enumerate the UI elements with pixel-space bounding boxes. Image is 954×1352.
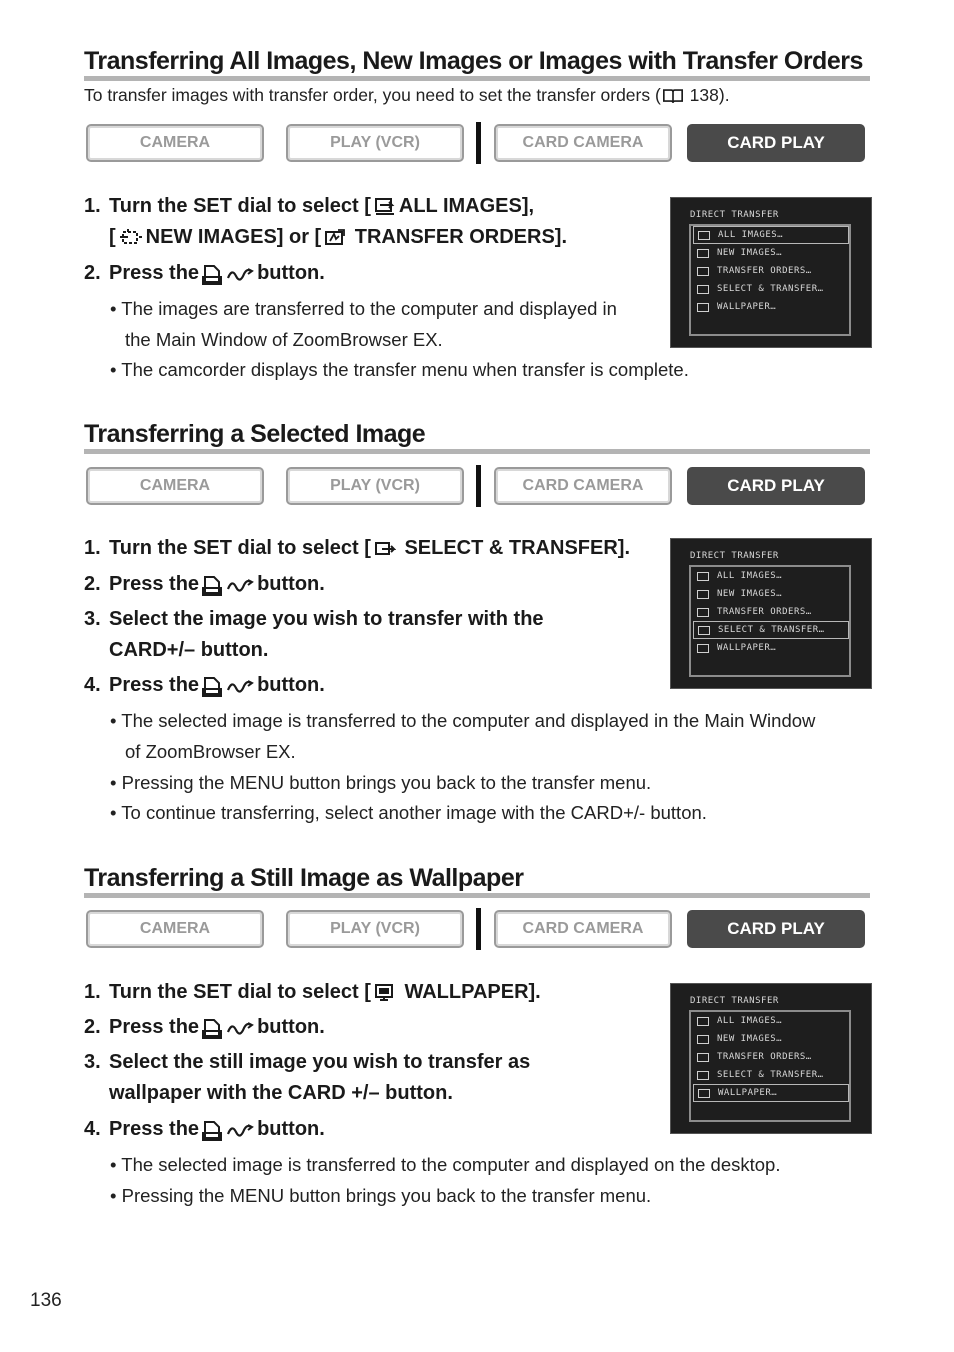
all-images-icon (374, 197, 396, 217)
mode-card-play: CARD PLAY (687, 910, 865, 948)
screen-menu-item: NEW IMAGES… (693, 244, 849, 262)
screen-menu-item: SELECT & TRANSFER… (693, 1066, 849, 1084)
bullet-text: the Main Window of ZoomBrowser EX. (125, 329, 443, 350)
mode-card-camera: CARD CAMERA (494, 910, 672, 948)
s2-step-2 (84, 569, 325, 600)
bullet-text: of ZoomBrowser EX. (125, 741, 296, 762)
print-share-icon (202, 574, 254, 596)
step-text: CARD+/– button. (109, 639, 269, 661)
s3-step-4 (84, 1114, 325, 1145)
screen-menu-item: ALL IMAGES… (693, 226, 849, 244)
book-icon (662, 88, 684, 105)
step-text: ALL IMAGES], (398, 195, 535, 217)
mode-card-play: CARD PLAY (687, 467, 865, 505)
step-text: Press the (109, 1016, 200, 1038)
section-title-wallpaper: Transferring a Still Image as Wallpaper (84, 863, 870, 898)
s1-step-1 (84, 191, 567, 253)
mode-camera: CAMERA (86, 124, 264, 162)
menu-item-icon (698, 231, 710, 240)
screen-header: DIRECT TRANSFER (690, 210, 779, 220)
screen-menu-item: ALL IMAGES… (693, 1012, 849, 1030)
s3-step-1 (84, 977, 541, 1008)
step-number: 4. (84, 1118, 101, 1140)
section-title-selected-image: Transferring a Selected Image (84, 419, 870, 454)
menu-item-icon (697, 1071, 709, 1080)
step-number: 4. (84, 674, 101, 696)
menu-item-icon (697, 1053, 709, 1062)
lcd-screen-wallpaper (670, 983, 872, 1134)
mode-card-play: CARD PLAY (687, 124, 865, 162)
menu-item-icon (697, 572, 709, 581)
menu-item-icon (697, 1017, 709, 1026)
s1-bullet-2: • The camcorder displays the transfer menu when transfer is complete. (110, 359, 689, 380)
s2-step-3 (84, 604, 544, 666)
step-text: wallpaper with the CARD +/– button. (109, 1082, 453, 1104)
menu-item-icon (697, 285, 709, 294)
mode-divider (476, 465, 481, 507)
lcd-screen-all-images (670, 197, 872, 348)
mode-card-camera: CARD CAMERA (494, 467, 672, 505)
s3-step-2 (84, 1012, 325, 1043)
transfer-orders-icon (324, 228, 346, 248)
step-text: Turn the SET dial to select [ (109, 981, 371, 1003)
s2-bullet-2: • Pressing the MENU button brings you back to the transfer menu. (110, 772, 652, 793)
step-number: 2. (84, 573, 101, 595)
screen-menu-item: TRANSFER ORDERS… (693, 262, 849, 280)
mode-play-vcr: PLAY (VCR) (286, 910, 464, 948)
step-number: 2. (84, 1016, 101, 1038)
menu-item-icon (697, 1035, 709, 1044)
screen-menu-item: NEW IMAGES… (693, 585, 849, 603)
page-number: 136 (30, 1290, 62, 1311)
print-share-icon (202, 1119, 254, 1141)
mode-divider (476, 122, 481, 164)
mode-camera: CAMERA (86, 910, 264, 948)
screen-menu-item: NEW IMAGES… (693, 1030, 849, 1048)
step-text: Select the still image you wish to transfer as (109, 1051, 531, 1073)
s1-bullet-1 (110, 293, 617, 355)
step-text: button. (257, 1118, 325, 1140)
step-text: Press the (109, 573, 200, 595)
s2-bullet-1 (110, 705, 815, 767)
menu-item-icon (697, 267, 709, 276)
screen-menu (689, 1010, 851, 1122)
step-text: Press the (109, 1118, 200, 1140)
mode-card-camera: CARD CAMERA (494, 124, 672, 162)
menu-item-icon (697, 608, 709, 617)
step-text: Select the image you wish to transfer with the (109, 608, 544, 630)
section-title-transfer-all: Transferring All Images, New Images or Images with Transfer Orders (84, 46, 870, 81)
menu-item-icon (698, 626, 710, 635)
s1-step-2 (84, 258, 325, 289)
step-text: button. (257, 573, 325, 595)
mode-divider (476, 908, 481, 950)
step-text: Turn the SET dial to select [ (109, 537, 371, 559)
screen-menu-item: SELECT & TRANSFER… (693, 280, 849, 298)
step-text: WALLPAPER]. (398, 981, 541, 1003)
screen-menu-item: WALLPAPER… (693, 639, 849, 657)
step-text: SELECT & TRANSFER]. (398, 537, 631, 559)
screen-header: DIRECT TRANSFER (690, 996, 779, 1006)
mode-play-vcr: PLAY (VCR) (286, 467, 464, 505)
screen-menu-item: TRANSFER ORDERS… (693, 603, 849, 621)
step-text: button. (257, 674, 325, 696)
step-text: [ (109, 226, 116, 248)
wallpaper-icon (374, 983, 396, 1003)
menu-item-icon (697, 303, 709, 312)
new-images-icon (119, 228, 143, 248)
step-text: Turn the SET dial to select [ (109, 195, 371, 217)
print-share-icon (202, 263, 254, 285)
step-number: 2. (84, 262, 101, 284)
mode-play-vcr: PLAY (VCR) (286, 124, 464, 162)
screen-menu-item: ALL IMAGES… (693, 567, 849, 585)
screen-menu (689, 565, 851, 677)
lcd-screen-select-transfer (670, 538, 872, 689)
menu-item-icon (698, 1089, 710, 1098)
step-number: 3. (84, 608, 101, 630)
select-transfer-icon (374, 539, 396, 559)
s2-step-4 (84, 670, 325, 701)
step-number: 1. (84, 537, 101, 559)
step-text: TRANSFER ORDERS]. (349, 226, 568, 248)
menu-item-icon (697, 249, 709, 258)
s2-bullet-3: • To continue transferring, select another image with the CARD+/- button. (110, 802, 707, 823)
mode-camera: CAMERA (86, 467, 264, 505)
screen-header: DIRECT TRANSFER (690, 551, 779, 561)
s3-bullet-1: • The selected image is transferred to the computer and displayed on the desktop. (110, 1154, 781, 1175)
step-text: button. (257, 262, 325, 284)
step-text: NEW IMAGES] or [ (145, 226, 322, 248)
s3-bullet-2: • Pressing the MENU button brings you back to the transfer menu. (110, 1185, 652, 1206)
print-share-icon (202, 675, 254, 697)
step-text: Press the (109, 674, 200, 696)
mode-indicator (86, 465, 866, 507)
menu-item-icon (697, 590, 709, 599)
screen-menu-item: WALLPAPER… (693, 1084, 849, 1102)
mode-indicator (86, 122, 866, 164)
mode-indicator (86, 908, 866, 950)
intro-text (84, 85, 730, 106)
s2-step-1 (84, 533, 630, 564)
step-number: 1. (84, 981, 101, 1003)
step-number: 1. (84, 195, 101, 217)
bullet-text: • The images are transferred to the computer and displayed in (110, 298, 617, 319)
screen-menu-item: SELECT & TRANSFER… (693, 621, 849, 639)
intro-text-a: To transfer images with transfer order, you need to set the transfer orders ( (84, 85, 661, 105)
intro-text-b: 138). (684, 85, 730, 105)
screen-menu-item: TRANSFER ORDERS… (693, 1048, 849, 1066)
print-share-icon (202, 1017, 254, 1039)
s3-step-3 (84, 1047, 530, 1109)
step-text: Press the (109, 262, 200, 284)
screen-menu-item: WALLPAPER… (693, 298, 849, 316)
bullet-text: • The selected image is transferred to the computer and displayed in the Main Window (110, 710, 816, 731)
step-number: 3. (84, 1051, 101, 1073)
menu-item-icon (697, 644, 709, 653)
step-text: button. (257, 1016, 325, 1038)
screen-menu (689, 224, 851, 336)
